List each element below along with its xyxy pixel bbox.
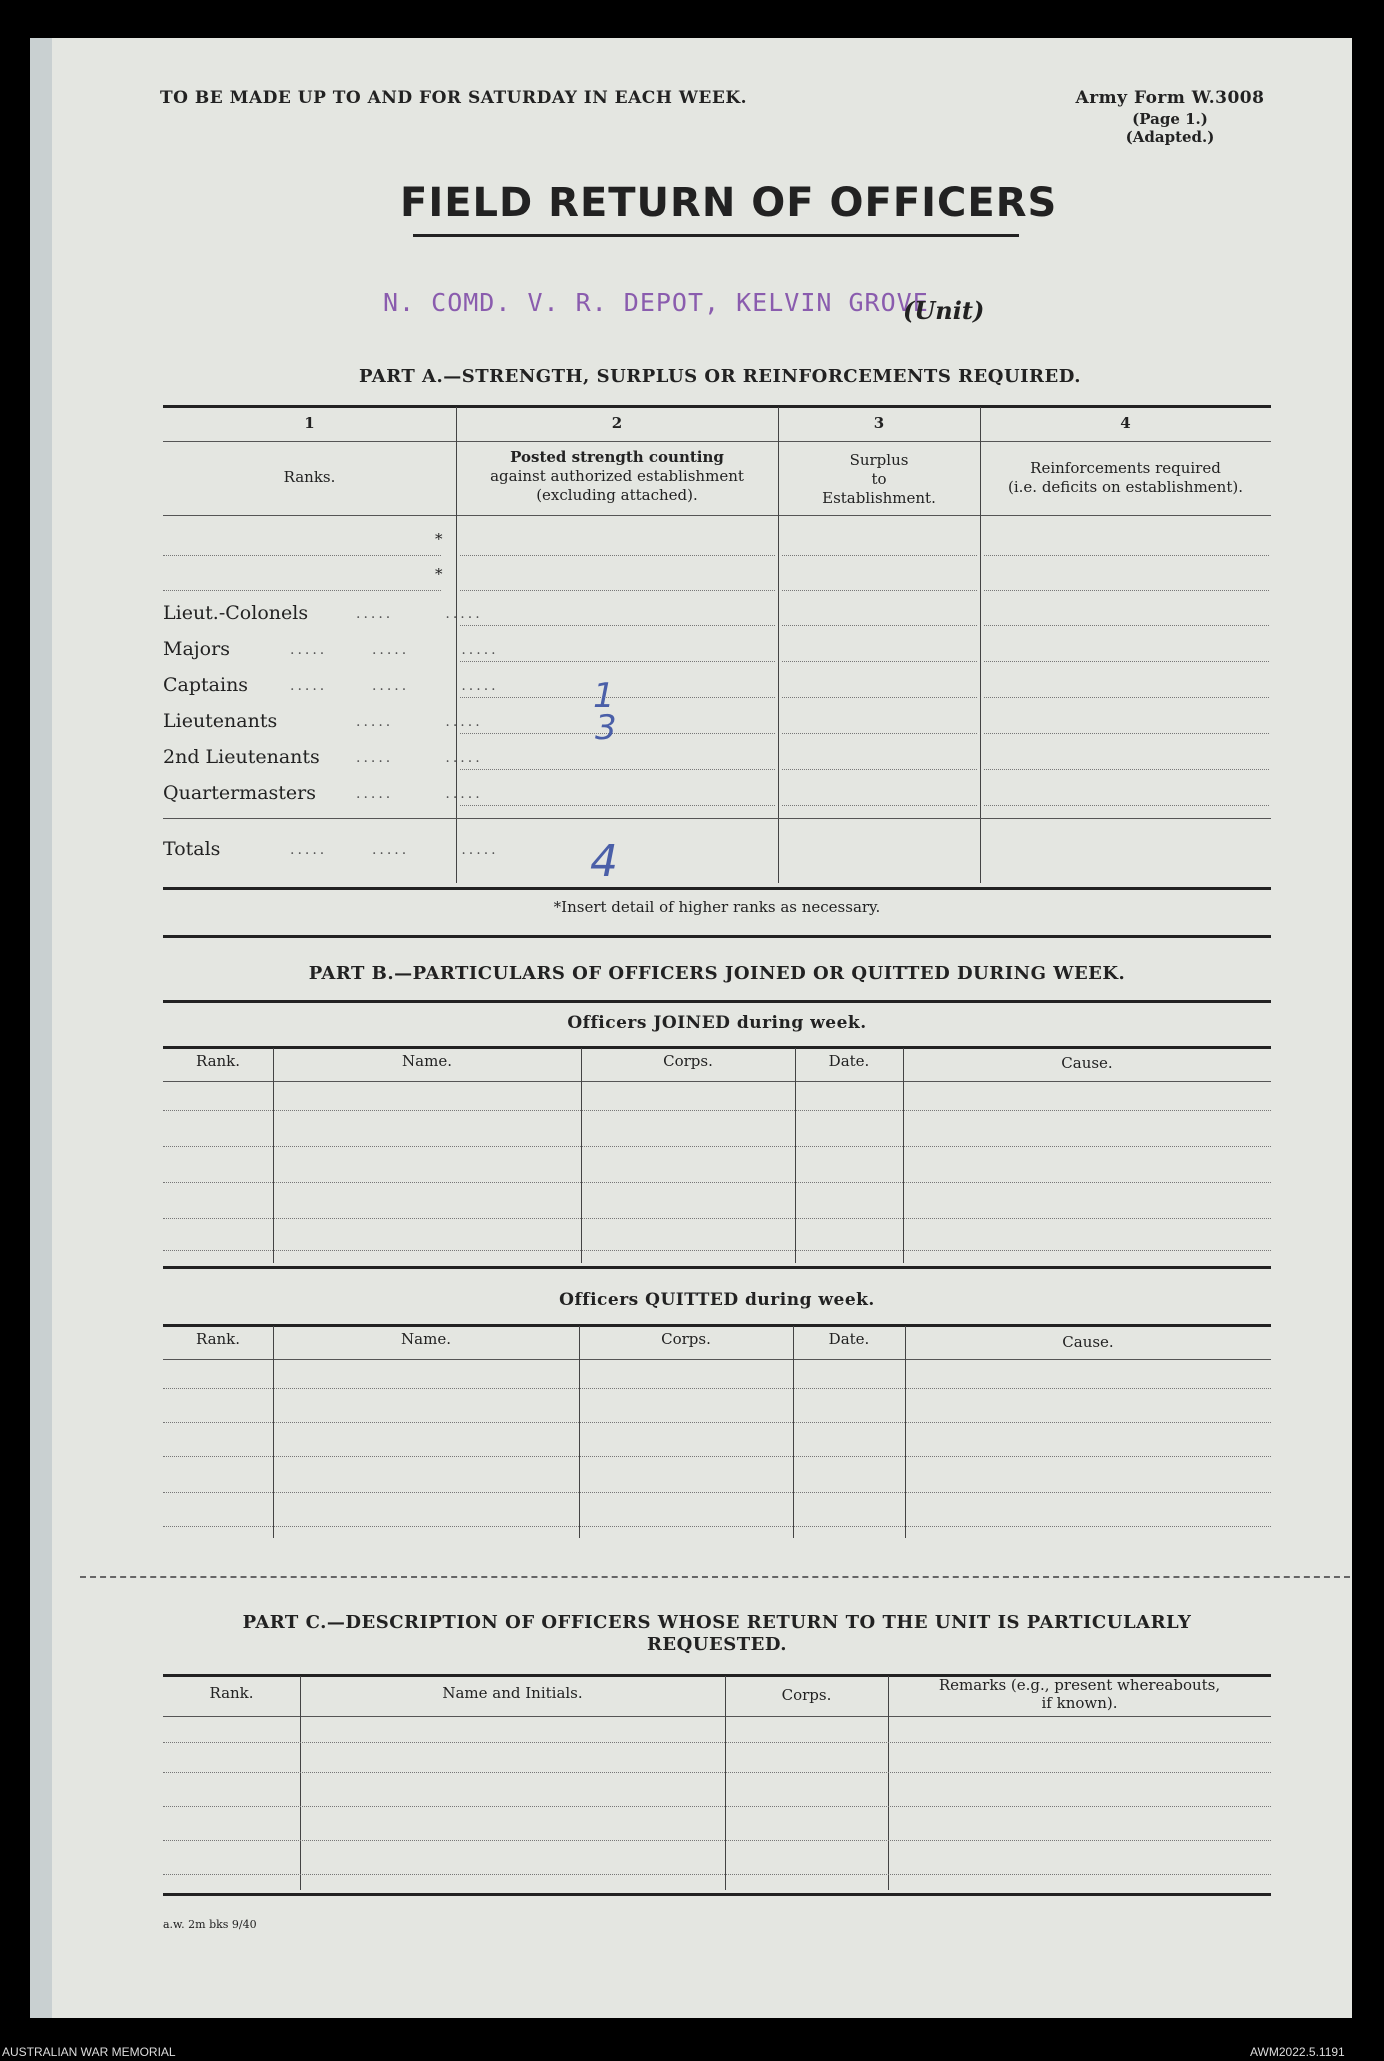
part-c-col-remarks-2: if known). [1041, 1694, 1118, 1712]
quitted-divider [793, 1326, 794, 1538]
perforation-line [80, 1576, 1350, 1578]
quitted-col-corps: Corps. [661, 1330, 711, 1348]
row-line [782, 769, 977, 770]
joined-divider [273, 1048, 274, 1263]
joined-divider [795, 1048, 796, 1263]
quitted-divider [273, 1326, 274, 1538]
quitted-divider [579, 1326, 580, 1538]
surplus-header-2: to [871, 470, 887, 488]
row-line [984, 625, 1269, 626]
row-line [460, 661, 775, 662]
reinf-header-1: Reinforcements required [1030, 459, 1221, 477]
part-c-divider [888, 1676, 889, 1890]
part-c-divider [300, 1676, 301, 1890]
row-line [460, 769, 775, 770]
footer-credit: AUSTRALIAN WAR MEMORIAL [2, 2045, 176, 2059]
joined-bottom-rule [163, 1266, 1271, 1269]
row-line [782, 697, 977, 698]
row-line [782, 590, 977, 591]
asterisk-1: * [435, 530, 443, 548]
unit-label: (Unit) [903, 296, 985, 325]
rank-captains: Captains [163, 674, 249, 696]
joined-row-line [163, 1218, 1271, 1219]
quitted-header-rule [163, 1359, 1271, 1360]
joined-col-rank: Rank. [195, 1052, 241, 1070]
form-number: Army Form W.3008 [1075, 88, 1265, 108]
row-line [984, 805, 1269, 806]
page-number: (Page 1.) [1132, 110, 1208, 128]
rank-dots: ..... ..... ..... [290, 678, 499, 694]
row-line [460, 733, 775, 734]
part-c-row-line [163, 1874, 1271, 1875]
part-c-bottom-rule [163, 1893, 1271, 1896]
rank-dots: ..... ..... [356, 714, 483, 730]
joined-col-date: Date. [828, 1052, 870, 1070]
posted-header-1: Posted strength counting [510, 448, 724, 466]
row-line [460, 805, 775, 806]
quitted-row-line [163, 1492, 1271, 1493]
joined-title: Officers JOINED during week. [567, 1013, 867, 1033]
rank-majors: Majors [163, 638, 230, 660]
rank-quartermasters: Quartermasters [163, 782, 316, 804]
quitted-title: Officers QUITTED during week. [559, 1290, 875, 1310]
part-a-top-rule [163, 405, 1271, 408]
row-line [984, 769, 1269, 770]
quitted-row-line [163, 1456, 1271, 1457]
rank-lieut-colonels: Lieut.-Colonels [163, 602, 309, 624]
quitted-divider [905, 1326, 906, 1538]
reinf-header-2: (i.e. deficits on establishment). [1008, 478, 1243, 496]
col-divider-2 [778, 407, 779, 883]
col-number-3: 3 [873, 414, 885, 432]
part-a-bottom-rule [163, 887, 1271, 890]
part-c-title-2: REQUESTED. [646, 1634, 788, 1655]
header-bottom-rule [163, 515, 1271, 516]
rank-dots: ..... ..... ..... [290, 642, 499, 658]
posted-header-2: against authorized establishment [490, 467, 744, 485]
col-number-rule [163, 441, 1271, 442]
row-line [782, 733, 977, 734]
rank-2nd-lieutenants: 2nd Lieutenants [163, 746, 320, 768]
rank-dots: ..... ..... [356, 786, 483, 802]
row-line [782, 555, 977, 556]
row-line [984, 555, 1269, 556]
blank-rank-line-1 [163, 555, 441, 556]
ranks-header: Ranks. [283, 468, 336, 486]
asterisk-2: * [435, 565, 443, 583]
row-line [984, 697, 1269, 698]
quitted-row-line [163, 1422, 1271, 1423]
posted-header-3: (excluding attached). [536, 486, 698, 504]
row-line [984, 661, 1269, 662]
instruction-text: TO BE MADE UP TO AND FOR SATURDAY IN EACH WEEK. [160, 88, 748, 108]
part-b-title-rule [163, 1000, 1271, 1003]
joined-col-cause: Cause. [1061, 1054, 1113, 1072]
joined-row-line [163, 1250, 1271, 1251]
rank-lieutenants: Lieutenants [163, 710, 278, 732]
quitted-row-line [163, 1388, 1271, 1389]
part-a-title: PART A.—STRENGTH, SURPLUS OR REINFORCEMENTS REQUIRED. [359, 366, 1081, 387]
part-c-col-rank: Rank. [209, 1684, 254, 1702]
row-line [984, 590, 1269, 591]
footer-accession: AWM2022.5.1191 [1250, 2045, 1345, 2059]
part-a-footnote: *Insert detail of higher ranks as necessary. [553, 898, 881, 916]
part-c-row-line [163, 1772, 1271, 1773]
joined-top-rule [163, 1046, 1271, 1049]
surplus-header-1: Surplus [849, 451, 909, 469]
col-number-2: 2 [611, 414, 623, 432]
quitted-col-rank: Rank. [195, 1330, 241, 1348]
rank-dots: ..... ..... ..... [290, 842, 499, 858]
rank-dots: ..... ..... [356, 750, 483, 766]
row-line [984, 733, 1269, 734]
joined-col-name: Name. [402, 1052, 452, 1070]
joined-row-line [163, 1182, 1271, 1183]
handwritten-captains: 1 [593, 676, 615, 716]
row-line [460, 555, 775, 556]
print-code: a.w. 2m bks 9/40 [163, 1918, 257, 1931]
part-c-divider [725, 1676, 726, 1890]
totals-label: Totals [163, 838, 221, 860]
paper-left-edge [30, 38, 52, 2018]
handwritten-total: 4 [590, 836, 618, 887]
row-line [782, 661, 977, 662]
part-b-top-rule [163, 935, 1271, 938]
part-c-col-remarks-1: Remarks (e.g., present whereabouts, [938, 1676, 1221, 1694]
row-line [782, 805, 977, 806]
adapted-note: (Adapted.) [1125, 128, 1215, 146]
row-line [460, 590, 775, 591]
col-number-4: 4 [1120, 414, 1131, 432]
row-line [460, 697, 775, 698]
title-underline [413, 234, 1019, 237]
quitted-row-line [163, 1526, 1271, 1527]
col-number-1: 1 [304, 414, 315, 432]
blank-rank-line-2 [163, 590, 441, 591]
quitted-col-cause: Cause. [1062, 1333, 1114, 1351]
surplus-header-3: Establishment. [822, 489, 936, 507]
col-divider-3 [980, 407, 981, 883]
quitted-top-rule [163, 1324, 1271, 1327]
part-c-header-rule [163, 1716, 1271, 1717]
joined-row-line [163, 1146, 1271, 1147]
joined-header-rule [163, 1081, 1271, 1082]
part-c-row-line [163, 1840, 1271, 1841]
part-c-row-line [163, 1806, 1271, 1807]
part-c-row-line [163, 1742, 1271, 1743]
quitted-col-name: Name. [401, 1330, 451, 1348]
joined-row-line [163, 1110, 1271, 1111]
unit-stamp: N. COMD. V. R. DEPOT, KELVIN GROVE [383, 288, 929, 317]
handwritten-lieutenants: 3 [595, 708, 617, 748]
joined-col-corps: Corps. [663, 1052, 713, 1070]
totals-top-rule [163, 818, 1271, 819]
joined-divider [903, 1048, 904, 1263]
joined-divider [581, 1048, 582, 1263]
row-line [460, 625, 775, 626]
row-line [782, 625, 977, 626]
part-c-title-1: PART C.—DESCRIPTION OF OFFICERS WHOSE RETURN TO THE UNIT IS PARTICULARLY [242, 1612, 1192, 1633]
quitted-col-date: Date. [828, 1330, 870, 1348]
rank-dots: ..... ..... [356, 606, 483, 622]
page-title: FIELD RETURN OF OFFICERS [400, 180, 1058, 226]
part-c-col-name: Name and Initials. [442, 1684, 583, 1702]
part-c-col-corps: Corps. [781, 1686, 832, 1704]
part-b-title: PART B.—PARTICULARS OF OFFICERS JOINED OR QUITTED DURING WEEK. [308, 963, 1126, 984]
